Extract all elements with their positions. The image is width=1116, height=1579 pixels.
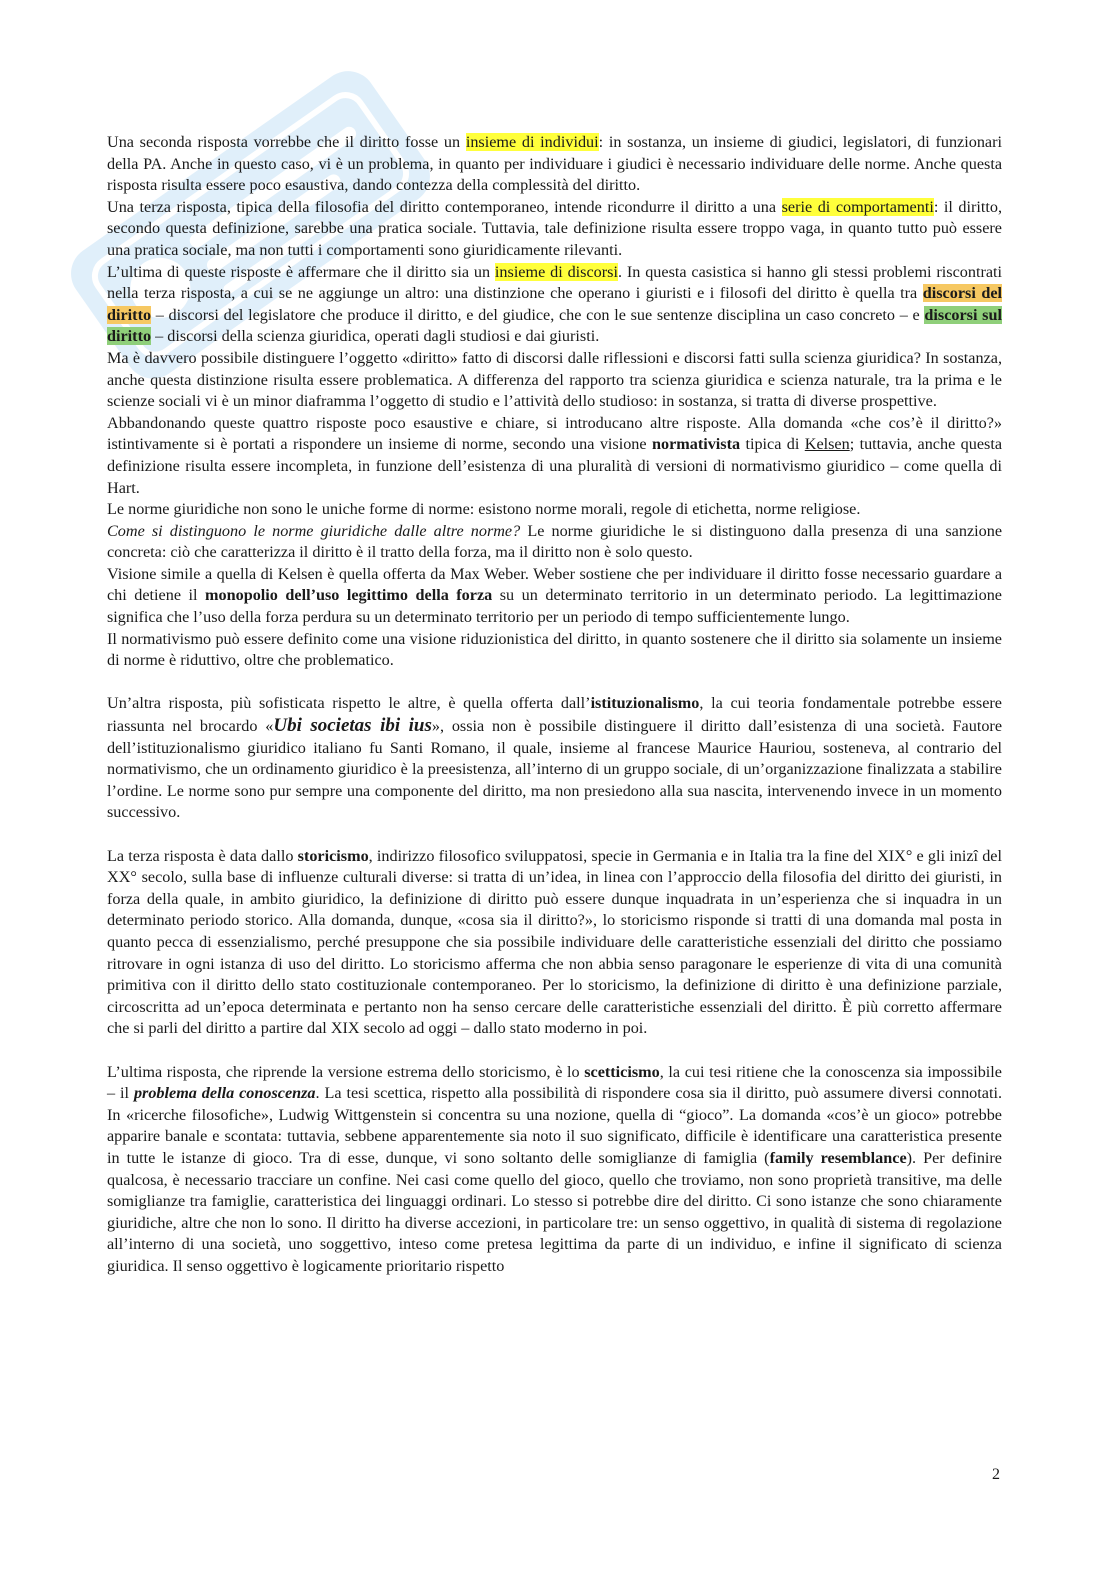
bold-term: monopolio dell’uso legittimo della forza xyxy=(205,586,493,605)
bold-term: istituzionalismo xyxy=(590,694,700,713)
paragraph-gap xyxy=(107,1040,1002,1062)
paragraph xyxy=(107,197,1002,262)
paragraph xyxy=(107,1062,1002,1278)
paragraph xyxy=(107,132,1002,197)
text-run: . In questa casistica si hanno gli stessi problemi riscontrati nella terza risposta, a cui se ne aggiunge un altro: una distinzione che operano i giuristi e i filosofi del diritto è quella tra xyxy=(107,262,1003,303)
text-run: tipica di xyxy=(740,435,805,454)
bold-italic-brocard: Ubi societas ibi ius xyxy=(273,715,432,737)
highlighted-bold-text: discorsi sul diritto xyxy=(107,305,1002,346)
bold-term: normativista xyxy=(651,435,741,454)
paragraph xyxy=(107,564,1002,629)
paragraph xyxy=(107,521,1002,564)
text-run: Le norme giuridiche le si distinguono dalla presenza di una sanzione concreta: ciò che caratterizza il diritto è il tratto della forza, ma il diritto non è solo questo. xyxy=(107,521,1003,562)
text-run: su un determinato territorio in un determinato periodo. La legittimazione significa che l’uso della forza perdura su un determinato territorio per un periodo di tempo sufficientemente lungo. xyxy=(107,586,1002,627)
highlighted-text: insieme di individui xyxy=(465,133,599,151)
text-run: , la cui teoria fondamentale potrebbe essere riassunta nel brocardo « xyxy=(107,694,1002,736)
highlighted-text: serie di comportamenti xyxy=(781,197,934,216)
paragraph xyxy=(107,693,1002,824)
text-run: – discorsi del legislatore che produce il diritto, e del giudice, che con le sue sentenze disciplina un caso concreto – e xyxy=(151,305,925,324)
highlighted-bold-text: discorsi del diritto xyxy=(107,284,1002,324)
paragraph: Le norme giuridiche non sono le uniche forme di norme: esistono norme morali, regole di etichetta, norme religiose. xyxy=(107,500,861,519)
highlighted-text: insieme di discorsi xyxy=(494,262,618,281)
text-run: Abbandonando queste quattro risposte poco esaustive e chiare, si introducano altre risposte. Alla domanda «che cos’è il diritto?» istintivamente si è portati a rispondere un insieme di norme, secondo una visione xyxy=(107,413,1002,454)
bold-term: scetticismo xyxy=(584,1062,660,1081)
text-run: – discorsi della scienza giuridica, operati dagli studiosi e dai giuristi. xyxy=(151,327,600,346)
text-run: Un’altra risposta, più sofisticata rispetto le altre, è quella offerta dall’ xyxy=(107,694,591,713)
paragraph-gap xyxy=(107,824,1002,846)
paragraph xyxy=(107,262,1002,348)
text-run: Una seconda risposta vorrebbe che il diritto fosse un xyxy=(107,133,466,151)
text-run: Visione simile a quella di Kelsen è quella offerta da Max Weber. Weber sostiene che per individuare il diritto fosse necessario guardare a chi detiene il xyxy=(107,564,1002,605)
paragraph xyxy=(107,846,1002,1040)
italic-question: Come si distinguono le norme giuridiche dalle altre norme? xyxy=(107,521,521,540)
text-run: », ossia non è possibile distinguere il diritto dall’esistenza di una società. Fautore dell’istituzionalismo giuridico italiano fu Santi Romano, il quale, insieme al francese Maurice Hauriou, sosteneva, al contrario del normativismo, che un ordinamento giuridico è la preesistenza, all’interno di un gruppo sociale, di un’organizzazione finalizzata a stabilire l’ordine. Le norme sono pur sempre una componente del diritto, ma non presiedono alla sua nascita, intervenendo invece in un momento successivo. xyxy=(107,717,1002,822)
text-run: : in sostanza, un insieme di giudici, legislatori, di funzionari della PA. Anche in questo caso, vi è un problema, in quanto per individuare i giudici è necessario individuare delle norme. Anche questa risposta risulta essere poco esaustiva, dando contezza della complessità del diritto. xyxy=(107,133,1002,195)
page-number: 2 xyxy=(992,1466,1000,1483)
bold-term: family resemblance xyxy=(769,1148,907,1167)
bold-italic-term: problema della conoscenza xyxy=(133,1084,316,1103)
text-run: ). Per definire qualcosa, è necessario tracciare un confine. Nei casi come quello del gioco, quello che troviamo, non sono proprietà transitive, ma delle somiglianze tra famiglie, caratteristica dei linguaggi ordinari. Lo stesso si potrebbe dire del diritto. Ci sono istanze che sono chiaramente giuridiche, altre che non lo sono. Il diritto ha diverse accezioni, in particolare tre: un senso oggettivo, in qualità di sistema di regolazione all’interno di una società, uno soggettivo, inteso come pretesa legittima da parte di un individuo, e infine il significato di scienza giuridica. Il senso oggettivo è logicamente prioritario rispetto xyxy=(107,1148,1002,1275)
document-body xyxy=(107,132,1002,1277)
text-run: , indirizzo filosofico sviluppatosi, specie in Germania e in Italia tra la fine del XIX° e gli inizî del XX° secolo, sulla base di influenze culturali diverse: si tratta di un’idea, in linea con l’approccio della filosofia del diritto dei giuristi, in forza della quale, in ambito giuridico, la definizione di diritto può essere dunque inquadrata in un’esperienza che si inquadra in un determinato periodo storico. Alla domanda, dunque, «cosa sia il diritto?», lo storicismo risponde si tratti di una domanda mal posta in quanto pecca di essenzialismo, perché presuppone che sia possibile individuare delle caratteristiche essenziali del diritto che possiamo ritrovare in ogni istanza di uso del diritto. Lo storicismo afferma che non abbia senso paragonare le esperienze di vita di una comunità primitiva con il diritto dello stato costituzionale contemporaneo. Per lo storicismo, la definizione di diritto è una definizione parziale, circoscritta ad un’epoca determinata e pertanto non ha senso cercare delle caratteristiche essenziali del diritto. È più corretto affermare che si parli del diritto a partire dal XIX secolo ad oggi – dallo stato moderno in poi. xyxy=(107,846,1002,1038)
bold-term: storicismo xyxy=(297,846,369,865)
underlined-name: Kelsen xyxy=(804,435,850,454)
paragraph: Ma è davvero possibile distinguere l’oggetto «diritto» fatto di discorsi dalle riflessioni e discorsi fatti sulla scienza giuridica? In sostanza, anche questa distinzione risulta essere problematica. A differenza del rapporto tra scienza giuridica e scienza naturale, tra la prima e le scienze sociali vi è un minor diaframma l’oggetto di studio e l’attività dello studioso: in sostanza, si tratta di diverse prospettive. xyxy=(107,348,1002,411)
text-run: . La tesi scettica, rispetto alla possibilità di rispondere cosa sia il diritto, può assumere diversi connotati. In «ricerche filosofiche», Ludwig Wittgenstein si concentra su una nozione, quella di “gioco”. La domanda «cos’è un gioco» potrebbe apparire banale e scontata: tuttavia, sebbene apparentemente sia noto il suo significato, difficile è identificare una caratteristica presente in tutte le istanze di gioco. Tra di esse, dunque, vi sono soltanto delle somiglianze di famiglia ( xyxy=(107,1084,1002,1167)
text-run: , la cui tesi ritiene che la conoscenza sia impossibile – il xyxy=(107,1062,1002,1103)
text-run: ; tuttavia, anche questa definizione risulta essere incompleta, in funzione dell’esistenza di una pluralità di versioni di normativismo giuridico – come quella di Hart. xyxy=(107,435,1002,497)
text-run: L’ultima risposta, che riprende la versione estrema dello storicismo, è lo xyxy=(107,1062,585,1081)
paragraph-gap xyxy=(107,672,1002,694)
text-run: La terza risposta è data dallo xyxy=(107,846,298,865)
paragraph xyxy=(107,413,1002,499)
text-run: L’ultima di queste risposte è affermare che il diritto sia un xyxy=(107,262,495,281)
text-run: Una terza risposta, tipica della filosofia del diritto contemporaneo, intende ricondurre il diritto a una xyxy=(107,197,782,216)
text-run: : il diritto, secondo questa definizione, sarebbe una pratica sociale. Tuttavia, tale definizione risulta essere troppo vaga, in quanto tutto può essere una pratica sociale, ma non tutti i comportamenti sono giuridicamente rilevanti. xyxy=(107,197,1002,259)
paragraph: Il normativismo può essere definito come una visione riduzionistica del diritto, in quanto sostenere che il diritto sia solamente un insieme di norme è riduttivo, oltre che problematico. xyxy=(107,629,1002,670)
